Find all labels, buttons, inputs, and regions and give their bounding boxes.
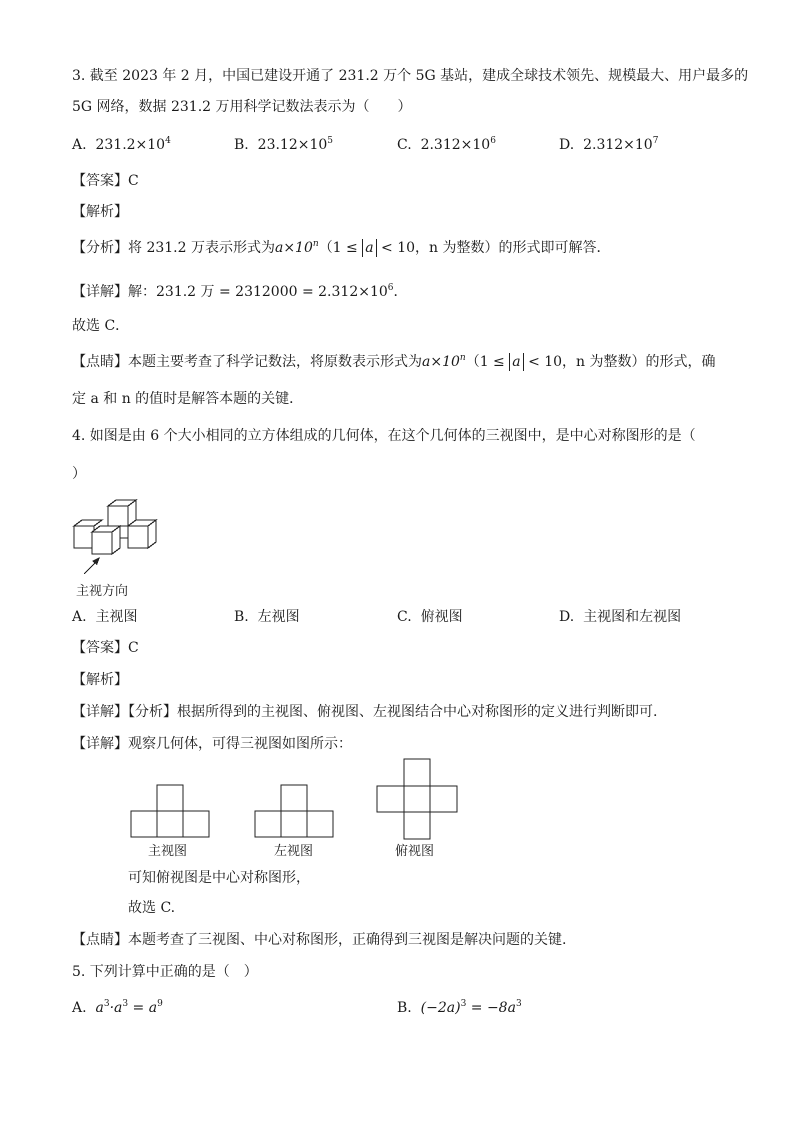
left-view-label: 左视图 — [274, 844, 314, 859]
q4-analysis-tag: 【解析】 — [72, 672, 128, 688]
front-view-figure — [130, 784, 212, 840]
q3-option-a: A. $231.2\times 10^4$ — [72, 136, 171, 153]
q4-detail1: 【详解】【分析】根据所得到的主视图、俯视图、左视图结合中心对称图形的定义进行判断即可. — [72, 704, 658, 720]
q3-stem-line1: 3. 截至 2023 年 2 月，中国已建设开通了 231.2 万个 5G 基站，建成全球技术领先、规模最大、用户最多的 — [72, 68, 749, 84]
q4-option-c: C. 俯视图 — [397, 609, 463, 625]
q4-option-d: D. 主视图和左视图 — [559, 609, 682, 625]
top-view-label: 俯视图 — [395, 844, 435, 859]
q4-detail2: 【详解】观察几何体，可得三视图如图所示： — [72, 736, 352, 752]
q5-option-b: B. $(-2a)^3 = -8a^3$ — [397, 999, 522, 1016]
q4-conclusion: 可知俯视图是中心对称图形， — [128, 870, 310, 886]
q3-fenxi: 【分析】将 231.2 万表示形式为$a\times 10^n(1 \le a < 10$，n 为整数）的形式即可解答． — [72, 239, 611, 256]
q4-option-b: B. 左视图 — [234, 609, 300, 625]
q4-option-a: A. 主视图 — [72, 609, 138, 625]
q3-option-d: D. $2.312\times 10^7$ — [559, 136, 659, 153]
q3-dianjing: 【点睛】本题主要考查了科学记数法，将原数表示形式为$a\times 10^n(1 \le a < 10$，n 为整数）的形式，确 — [72, 353, 716, 370]
q3-stem-line2: 5G 网络，数据 231.2 万用科学记数法表示为（ ） — [72, 99, 412, 115]
q3-option-b: B. $23.12\times 10^5$ — [234, 136, 334, 153]
top-view-figure — [376, 758, 460, 842]
q3-option-c: C. $2.312\times 10^6$ — [397, 136, 496, 153]
q3-detail: 【详解】解：231.2 万 = $2312000 = 2.312\times 10^6$． — [72, 283, 408, 300]
q4-choose: 故选 C. — [128, 900, 176, 916]
q4-stem-line2: ） — [72, 466, 86, 482]
q3-answer: 【答案】C — [72, 173, 139, 189]
front-view-label: 主视图 — [148, 844, 188, 859]
figure-caption: 主视方向 — [76, 584, 129, 599]
q4-stem-line1: 4. 如图是由 6 个大小相同的立方体组成的几何体，在这个几何体的三视图中，是中心对称图形的是（ — [72, 428, 696, 444]
q5-stem: 5. 下列计算中正确的是（ ） — [72, 964, 258, 980]
q3-dianjing-line2: 定 a 和 n 的值时是解答本题的关键． — [72, 391, 304, 407]
q4-answer: 【答案】C — [72, 640, 139, 656]
left-view-figure — [254, 784, 336, 840]
q3-analysis-tag: 【解析】 — [72, 204, 128, 220]
q3-choose: 故选 C． — [72, 318, 130, 334]
q5-option-a: A. $a^3\cdot a^3 = a^9$ — [72, 999, 163, 1016]
cube-solid-figure — [70, 494, 170, 576]
q4-dianjing: 【点睛】本题考查了三视图、中心对称图形，正确得到三视图是解决问题的关键. — [72, 932, 567, 948]
